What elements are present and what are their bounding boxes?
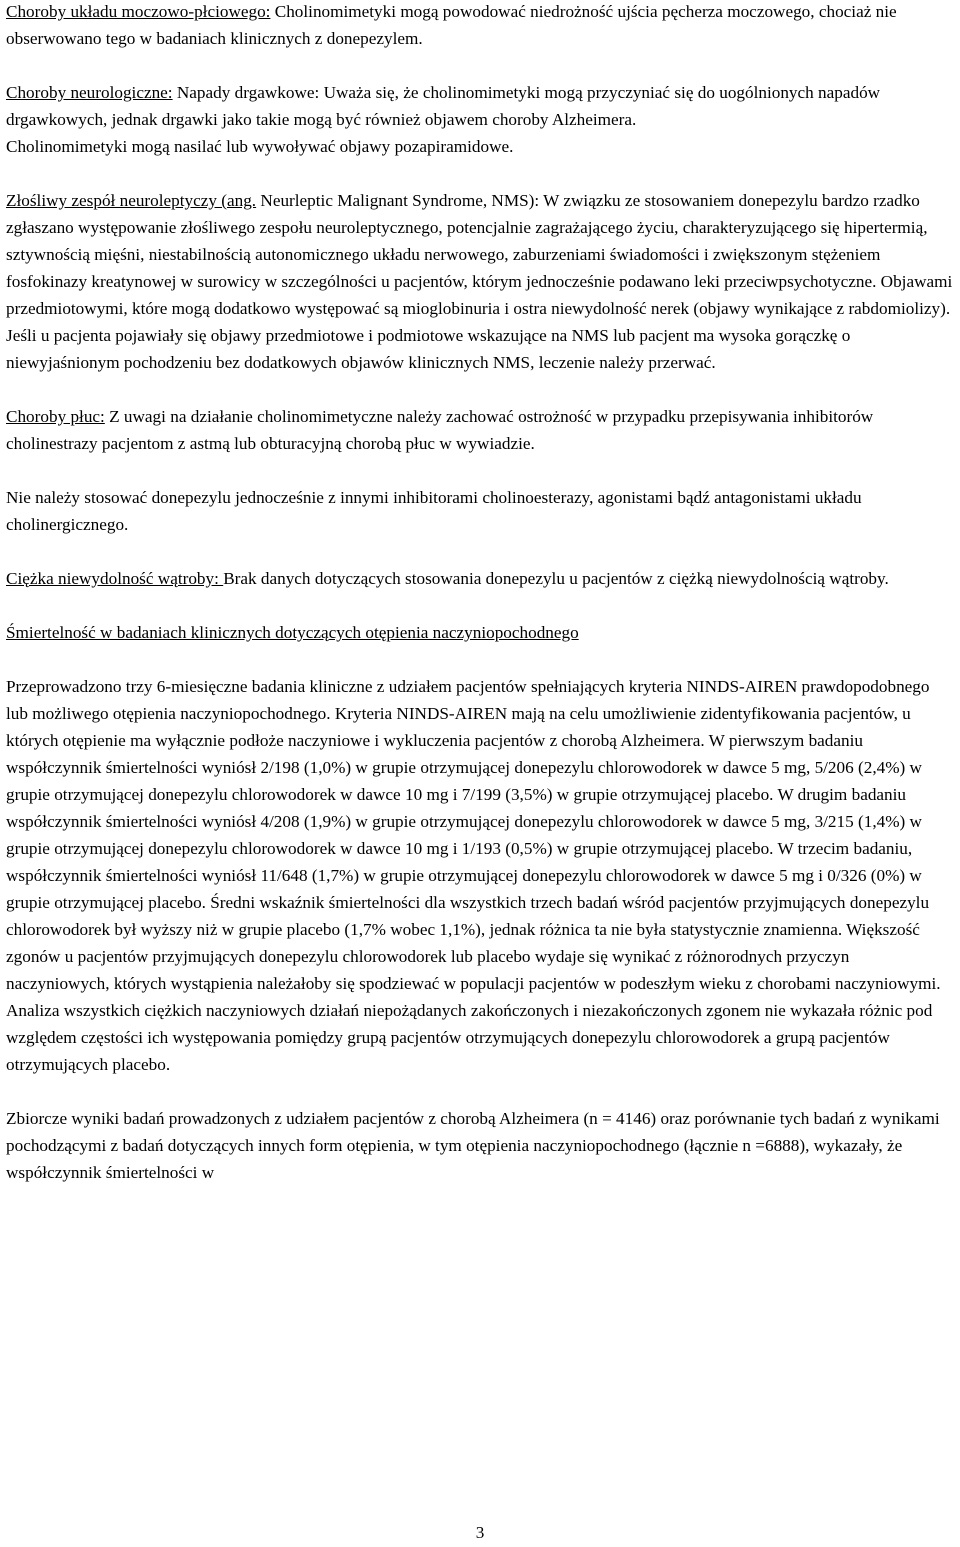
label-lung-diseases: Choroby płuc: — [6, 407, 105, 426]
paragraph-pooled-results: Zbiorcze wyniki badań prowadzonych z udziałem pacjentów z chorobą Alzheimera (n = 4146) oraz porównanie tych badań z wynikami pochodzącymi z badań dotyczących innych form otępienia, w tym otępienia naczyniopochodnego (łącznie n =6888), wykazały, że współczynnik śmiertelności w — [6, 1109, 940, 1182]
label-neurological-diseases: Choroby neurologiczne: — [6, 83, 173, 102]
text-lung-diseases: Z uwagi na działanie cholinomimetyczne należy zachować ostrożność w przypadku przepisywania inhibitorów cholinestrazy pacjentom z astmą lub obturacyjną chorobą płuc w wywiadzie. — [6, 407, 874, 453]
text-liver-failure: Brak danych dotyczących stosowania donepezylu u pacjentów z ciężką niewydolnością wątroby. — [223, 569, 889, 588]
paragraph-combination-warning: Nie należy stosować donepezylu jednocześnie z innymi inhibitorami cholinoesterazy, agonistami bądź antagonistami układu cholinergicznego. — [6, 488, 862, 534]
label-nms: Złośliwy zespół neuroleptyczy (ang. — [6, 191, 257, 210]
page-number: 3 — [475, 1523, 485, 1542]
paragraph-vascular-trials: Przeprowadzono trzy 6-miesięczne badania kliniczne z udziałem pacjentów spełniających kryteria NINDS-AIREN prawdopodobnego lub możliwego otępienia naczyniopochodnego. Kryteria NINDS-AIREN mają na celu umożliwienie zidentyfikowania pacjentów, u których otępienie ma wyłącznie podłoże naczyniowe i wykluczenia pacjentów z chorobą Alzheimera. W pierwszym badaniu współczynnik śmiertelności wyniósł 2/198 (1,0%) w grupie otrzymującej donepezylu chlorowodorek w dawce 5 mg, 5/206 (2,4%) w grupie otrzymującej donepezylu chlorowodorek w dawce 10 mg i 7/199 (3,5%) w grupie otrzymującej placebo. W drugim badaniu współczynnik śmiertelności wyniósł 4/208 (1,9%) w grupie otrzymującej donepezylu chlorowodorek w dawce 5 mg, 3/215 (1,4%) w grupie otrzymującej donepezylu chlorowodorek w dawce 10 mg i 1/193 (0,5%) w grupie otrzymującej placebo. W trzecim badaniu, współczynnik śmiertelności wyniósł 11/648 (1,7%) w grupie otrzymującej donepezylu chlorowodorek w dawce 5 mg i 0/326 (0%) w grupie otrzymującej placebo. Średni wskaźnik śmiertelności dla wszystkich trzech badań wśród pacjentów przyjmujących donepezylu chlorowodorek był wyższy niż w grupie placebo (1,7% wobec 1,1%), jednak różnica ta nie była statystycznie znamienna. Większość zgonów u pacjentów przyjmujących donepezylu chlorowodorek lub placebo wydaje się wynikać z różnorodnych przyczyn naczyniowych, których wystąpienia należałoby się spodziewać w populacji pacjentów w podeszłym wieku z chorobami naczyniowymi. Analiza wszystkich ciężkich naczyniowych działań niepożądanych zakończonych i niezakończonych zgonem nie wykazała różnic pod względem częstości ich występowania pomiędzy grupą pacjentów otrzymujących donepezylu chlorowodorek a grupą pacjentów otrzymujących placebo. — [6, 677, 941, 1074]
paragraph-extrapyramidal: Cholinomimetyki mogą nasilać lub wywoływać objawy pozapiramidowe. — [6, 137, 514, 156]
label-urinary-diseases: Choroby układu moczowo-płciowego: — [6, 2, 271, 21]
text-urinary-diseases: Cholinomimetyki mogą powodować niedrożność ujścia pęcherza moczowego, chociaż nie obserwowano tego w badaniach klinicznych z donepezylem. — [6, 2, 897, 48]
paragraph-urinary-diseases — [6, 0, 954, 52]
paragraph-lung-diseases — [6, 403, 954, 457]
label-liver-failure: Ciężka niewydolność wątroby: — [6, 569, 224, 588]
section-heading-mortality: Śmiertelność w badaniach klinicznych dotyczących otępienia naczyniopochodnego — [6, 623, 579, 642]
text-nms: Neurleptic Malignant Syndrome, NMS): W związku ze stosowaniem donepezylu bardzo rzadko zgłaszano występowanie złośliwego zespołu neuroleptycznego, potencjalnie zagrażającego życiu, charakteryzującego się hipertermią, sztywnością mięśni, niestabilnością autonomicznego układu nerwowego, zaburzeniami świadomości i zwiększonym stężeniem fosfokinazy kreatynowej w surowicy w szczególności u pacjentów, którym jednocześnie podawano leki przeciwpsychotyczne. Objawami przedmiotowymi, które mogą dodatkowo występować są mioglobinuria i ostra niewydolność nerek (objawy wynikające z rabdomiolizy). Jeśli u pacjenta pojawiały się objawy przedmiotowe i podmiotowe wskazujące na NMS lub pacjent ma wysoka gorączkę o niewyjaśnionym pochodzeniu bez dodatkowych objawów klinicznych NMS, leczenie należy przerwać. — [6, 191, 953, 372]
paragraph-neurological-diseases — [6, 79, 954, 133]
text-neurological-diseases: Napady drgawkowe: Uważa się, że cholinomimetyki mogą przyczyniać się do uogólnionych napadów drgawkowych, jednak drgawki jako takie mogą być również objawem choroby Alzheimera. — [6, 83, 881, 129]
paragraph-liver-failure — [6, 565, 954, 592]
paragraph-nms — [6, 187, 954, 376]
